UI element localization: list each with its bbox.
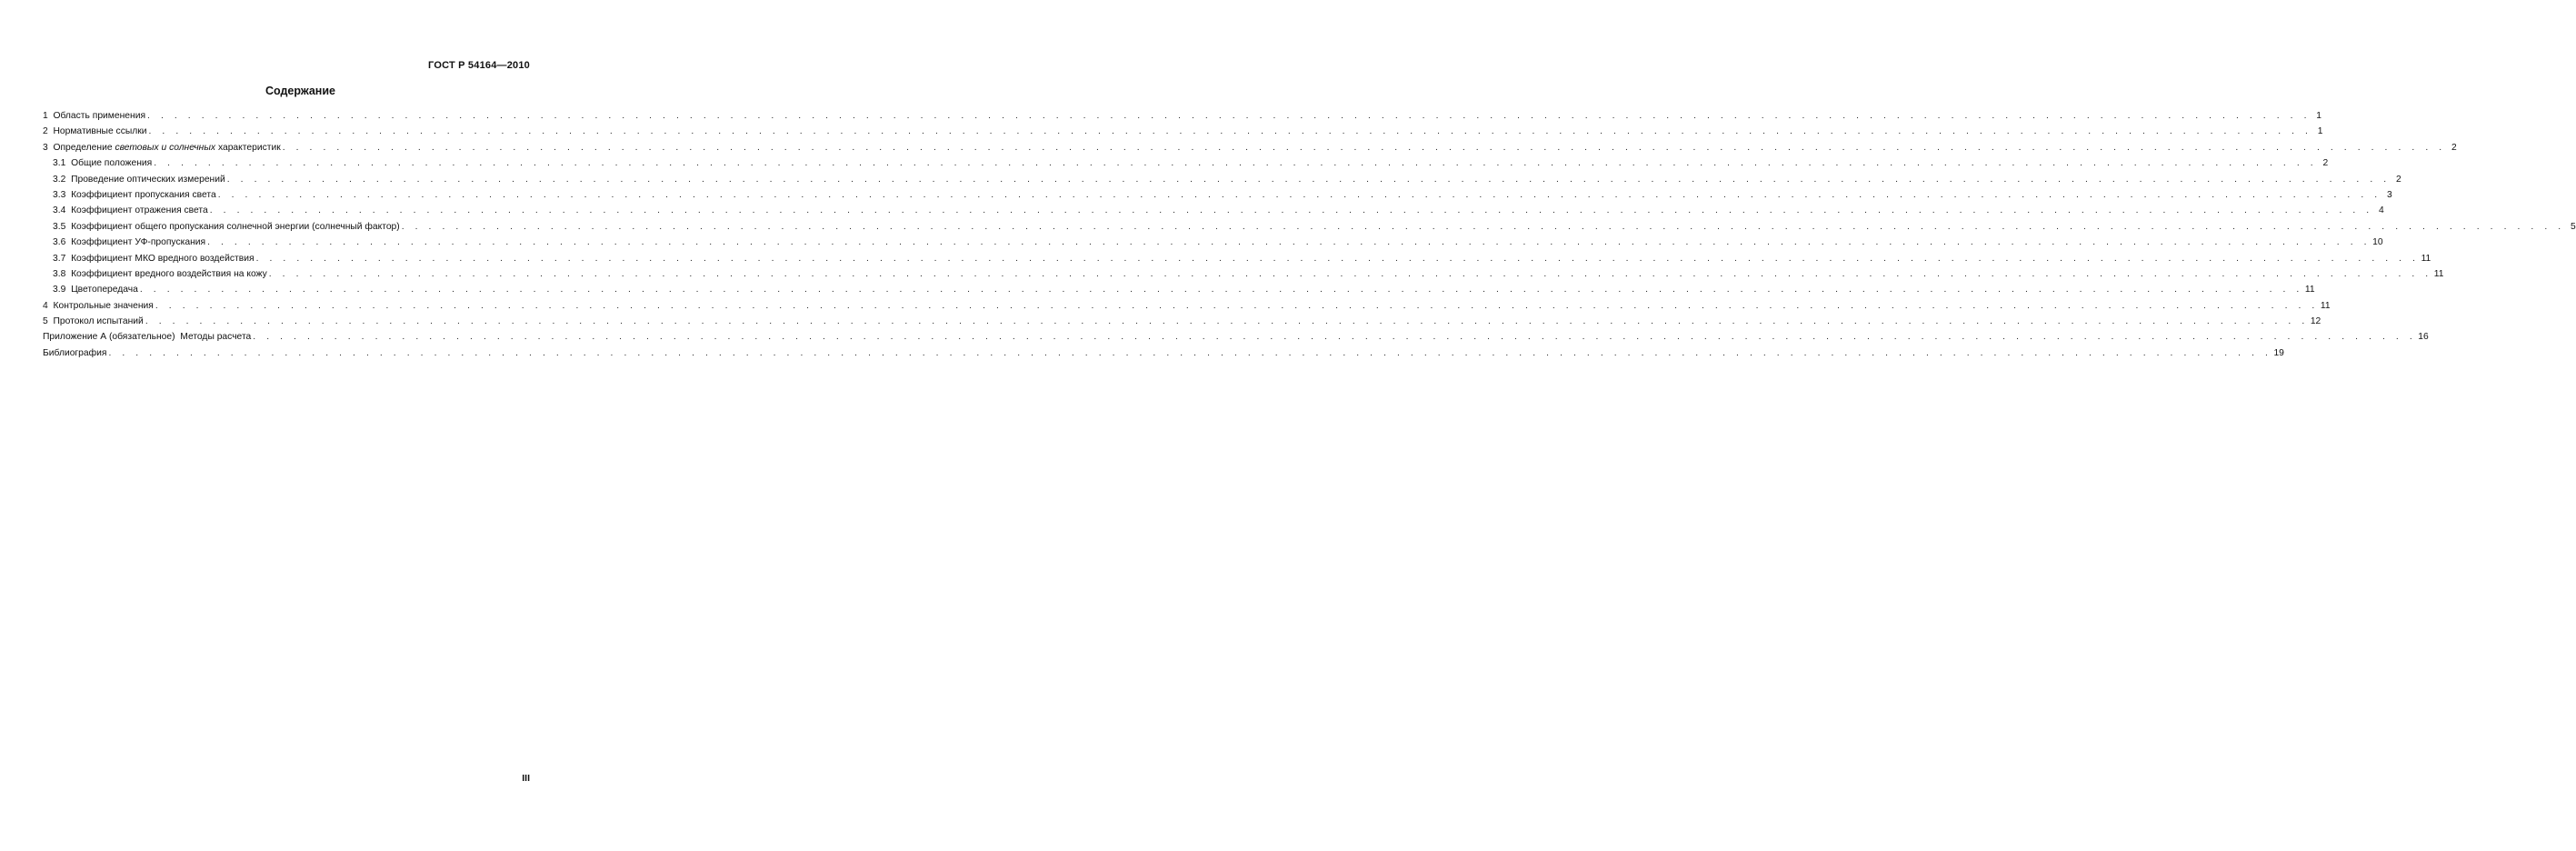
toc-entry-number: 3.4 bbox=[53, 205, 66, 216]
toc-entry-label: Приложение А (обязательное) Методы расчета bbox=[43, 332, 252, 343]
toc-entry[interactable] bbox=[43, 251, 2431, 266]
toc-entry[interactable] bbox=[43, 329, 2429, 345]
toc-entry[interactable] bbox=[43, 203, 2384, 218]
toc-dot-leader: . . . . . . . . . . . . . . . . . . . . . . . . . . . . . . . . . . . . . . . . . . . . . . . . . . . . . . . . . . . . . . . . . . . . . . . . . . . . . . . . . . . . . . . . . . . . . . . . . . . . . . . . . . . . . . . . . . . . . . . . . . . . . . . . . . . . . . . . . . . . . . . . . . . . . . . . . . . . . . . . bbox=[253, 332, 2417, 343]
toc-entry-label: Цветопередача bbox=[71, 285, 138, 295]
toc-entry[interactable] bbox=[43, 266, 2444, 282]
toc-entry-number: 5 bbox=[43, 316, 48, 327]
toc-entry-page: 2 bbox=[2396, 174, 2401, 185]
toc-dot-leader: . . . . . . . . . . . . . . . . . . . . . . . . . . . . . . . . . . . . . . . . . . . . . . . . . . . . . . . . . . . . . . . . . . . . . . . . . . . . . . . . . . . . . . . . . . . . . . . . . . . . . . . . . . . . . . . . . . . . . . . . . . . . . . . . . . . . . . . . . . . . . . . . . . . . . . . . . . . . . . . . bbox=[209, 205, 2373, 216]
toc-dot-leader: . . . . . . . . . . . . . . . . . . . . . . . . . . . . . . . . . . . . . . . . . . . . . . . . . . . . . . . . . . . . . . . . . . . . . . . . . . . . . . . . . . . . . . . . . . . . . . . . . . . . . . . . . . . . . . . . . . . . . . . . . . . . . . . . . . . . . . . . . . . . . . . . . . . . . . . . . . . . . . . . bbox=[139, 285, 2303, 295]
toc-entry-label: Проведение оптических измерений bbox=[71, 174, 225, 185]
toc-entry-number: 1 bbox=[43, 111, 48, 121]
toc-dot-leader: . . . . . . . . . . . . . . . . . . . . . . . . . . . . . . . . . . . . . . . . . . . . . . . . . . . . . . . . . . . . . . . . . . . . . . . . . . . . . . . . . . . . . . . . . . . . . . . . . . . . . . . . . . . . . . . . . . . . . . . . . . . . . . . . . . . . . . . . . . . . . . . . . . . . . . . . . . . . . . . . bbox=[255, 253, 2420, 264]
toc-entry-label: Определение световых и солнечных характеристик bbox=[53, 142, 281, 153]
toc-entry-page: 10 bbox=[2372, 237, 2383, 248]
toc-dot-leader: . . . . . . . . . . . . . . . . . . . . . . . . . . . . . . . . . . . . . . . . . . . . . . . . . . . . . . . . . . . . . . . . . . . . . . . . . . . . . . . . . . . . . . . . . . . . . . . . . . . . . . . . . . . . . . . . . . . . . . . . . . . . . . . . . . . . . . . . . . . . . . . . . . . . . . . . . . . . . . . . bbox=[207, 237, 2371, 248]
toc-entry-label: Контрольные значения bbox=[53, 300, 154, 311]
toc-entry[interactable] bbox=[43, 219, 2576, 235]
toc-entry-page: 2 bbox=[2322, 158, 2329, 169]
toc-entry-page: 1 bbox=[2317, 126, 2323, 137]
toc-entry-label: Протокол испытаний bbox=[53, 316, 144, 327]
toc-entry-page: 11 bbox=[2304, 285, 2315, 295]
toc-entry-page: 4 bbox=[2379, 205, 2384, 216]
toc-entry-page: 11 bbox=[2421, 253, 2431, 264]
toc-entry-label: Коэффициент пропускания света bbox=[71, 189, 216, 200]
toc-entry-number: 3.5 bbox=[53, 221, 66, 232]
toc-dot-leader: . . . . . . . . . . . . . . . . . . . . . . . . . . . . . . . . . . . . . . . . . . . . . . . . . . . . . . . . . . . . . . . . . . . . . . . . . . . . . . . . . . . . . . . . . . . . . . . . . . . . . . . . . . . . . . . . . . . . . . . . . . . . . . . . . . . . . . . . . . . . . . . . . . . . . . . . . . . . . . . . bbox=[268, 268, 2432, 279]
toc-entry-label: Коэффициент отражения света bbox=[71, 205, 208, 216]
toc-entry-page: 16 bbox=[2418, 332, 2429, 343]
toc-entry-label: Коэффициент УФ-пропускания bbox=[71, 237, 206, 248]
toc-entry-number: 3.1 bbox=[53, 158, 66, 169]
standard-designation: ГОСТ Р 54164—2010 bbox=[428, 60, 530, 71]
toc-entry-label: Общие положения bbox=[71, 158, 153, 169]
toc-entry[interactable] bbox=[43, 298, 2331, 314]
toc-entry-page: 2 bbox=[2451, 142, 2457, 153]
toc-dot-leader: . . . . . . . . . . . . . . . . . . . . . . . . . . . . . . . . . . . . . . . . . . . . . . . . . . . . . . . . . . . . . . . . . . . . . . . . . . . . . . . . . . . . . . . . . . . . . . . . . . . . . . . . . . . . . . . . . . . . . . . . . . . . . . . . . . . . . . . . . . . . . . . . . . . . . . . . . . . . . . . . bbox=[401, 221, 2565, 232]
toc-entry[interactable] bbox=[43, 314, 2321, 329]
toc-entry-page: 5 bbox=[2570, 221, 2576, 232]
toc-dot-leader: . . . . . . . . . . . . . . . . . . . . . . . . . . . . . . . . . . . . . . . . . . . . . . . . . . . . . . . . . . . . . . . . . . . . . . . . . . . . . . . . . . . . . . . . . . . . . . . . . . . . . . . . . . . . . . . . . . . . . . . . . . . . . . . . . . . . . . . . . . . . . . . . . . . . . . . . . . . . . . . . bbox=[154, 158, 2318, 169]
toc-entry-number: 3.6 bbox=[53, 237, 66, 248]
toc-entry-label: Коэффициент общего пропускания солнечной энергии (солнечный фактор) bbox=[71, 221, 400, 232]
toc-dot-leader: . . . . . . . . . . . . . . . . . . . . . . . . . . . . . . . . . . . . . . . . . . . . . . . . . . . . . . . . . . . . . . . . . . . . . . . . . . . . . . . . . . . . . . . . . . . . . . . . . . . . . . . . . . . . . . . . . . . . . . . . . . . . . . . . . . . . . . . . . . . . . . . . . . . . . . . . . . . . . . . . bbox=[226, 174, 2391, 185]
toc-entry[interactable] bbox=[43, 124, 2323, 139]
toc-dot-leader: . . . . . . . . . . . . . . . . . . . . . . . . . . . . . . . . . . . . . . . . . . . . . . . . . . . . . . . . . . . . . . . . . . . . . . . . . . . . . . . . . . . . . . . . . . . . . . . . . . . . . . . . . . . . . . . . . . . . . . . . . . . . . . . . . . . . . . . . . . . . . . . . . . . . . . . . . . . . . . . . bbox=[217, 189, 2381, 200]
page-title: Содержание bbox=[265, 85, 335, 97]
toc-dot-leader: . . . . . . . . . . . . . . . . . . . . . . . . . . . . . . . . . . . . . . . . . . . . . . . . . . . . . . . . . . . . . . . . . . . . . . . . . . . . . . . . . . . . . . . . . . . . . . . . . . . . . . . . . . . . . . . . . . . . . . . . . . . . . . . . . . . . . . . . . . . . . . . . . . . . . . . . . . . . . . . . bbox=[108, 347, 2272, 358]
toc-entry[interactable] bbox=[43, 140, 2457, 155]
toc-entry[interactable] bbox=[43, 187, 2392, 203]
toc-entry-number: 2 bbox=[43, 126, 48, 137]
toc-entry-label: Нормативные ссылки bbox=[53, 126, 147, 137]
toc-entry-number: 3.3 bbox=[53, 189, 66, 200]
toc-entry-number: 3.2 bbox=[53, 174, 66, 185]
toc-entry-page: 11 bbox=[2433, 268, 2444, 279]
toc-entry-number: 4 bbox=[43, 300, 48, 311]
toc-entry-page: 12 bbox=[2310, 316, 2321, 327]
toc-entry[interactable] bbox=[43, 172, 2401, 187]
toc-dot-leader: . . . . . . . . . . . . . . . . . . . . . . . . . . . . . . . . . . . . . . . . . . . . . . . . . . . . . . . . . . . . . . . . . . . . . . . . . . . . . . . . . . . . . . . . . . . . . . . . . . . . . . . . . . . . . . . . . . . . . . . . . . . . . . . . . . . . . . . . . . . . . . . . . . . . . . . . . . . . . . . . bbox=[147, 111, 2311, 121]
toc-dot-leader: . . . . . . . . . . . . . . . . . . . . . . . . . . . . . . . . . . . . . . . . . . . . . . . . . . . . . . . . . . . . . . . . . . . . . . . . . . . . . . . . . . . . . . . . . . . . . . . . . . . . . . . . . . . . . . . . . . . . . . . . . . . . . . . . . . . . . . . . . . . . . . . . . . . . . . . . . . . . . . . . bbox=[148, 126, 2312, 137]
page-number: III bbox=[522, 773, 530, 784]
toc-entry[interactable] bbox=[43, 235, 2383, 250]
toc-entry[interactable] bbox=[43, 345, 2284, 361]
toc-entry-page: 19 bbox=[2273, 347, 2284, 358]
toc-entry-label: Область применения bbox=[53, 111, 146, 121]
toc-entry-page: 11 bbox=[2320, 300, 2331, 311]
toc-entry[interactable] bbox=[43, 155, 2329, 171]
toc-entry-number: 3.8 bbox=[53, 268, 66, 279]
table-of-contents bbox=[43, 108, 2576, 361]
toc-entry-page: 3 bbox=[2386, 189, 2392, 200]
toc-dot-leader: . . . . . . . . . . . . . . . . . . . . . . . . . . . . . . . . . . . . . . . . . . . . . . . . . . . . . . . . . . . . . . . . . . . . . . . . . . . . . . . . . . . . . . . . . . . . . . . . . . . . . . . . . . . . . . . . . . . . . . . . . . . . . . . . . . . . . . . . . . . . . . . . . . . . . . . . . . . . . . . . bbox=[282, 142, 2446, 153]
toc-entry-label: Коэффициент МКО вредного воздействия bbox=[71, 253, 255, 264]
toc-entry-number: 3 bbox=[43, 142, 48, 153]
toc-entry-number: 3.7 bbox=[53, 253, 66, 264]
toc-dot-leader: . . . . . . . . . . . . . . . . . . . . . . . . . . . . . . . . . . . . . . . . . . . . . . . . . . . . . . . . . . . . . . . . . . . . . . . . . . . . . . . . . . . . . . . . . . . . . . . . . . . . . . . . . . . . . . . . . . . . . . . . . . . . . . . . . . . . . . . . . . . . . . . . . . . . . . . . . . . . . . . . bbox=[155, 300, 2319, 311]
toc-entry-page: 1 bbox=[2316, 111, 2322, 121]
toc-entry-label: Коэффициент вредного воздействия на кожу bbox=[71, 268, 267, 279]
toc-entry[interactable] bbox=[43, 282, 2315, 297]
toc-entry-number: 3.9 bbox=[53, 285, 66, 295]
toc-entry-label: Библиография bbox=[43, 347, 107, 358]
toc-dot-leader: . . . . . . . . . . . . . . . . . . . . . . . . . . . . . . . . . . . . . . . . . . . . . . . . . . . . . . . . . . . . . . . . . . . . . . . . . . . . . . . . . . . . . . . . . . . . . . . . . . . . . . . . . . . . . . . . . . . . . . . . . . . . . . . . . . . . . . . . . . . . . . . . . . . . . . . . . . . . . . . . bbox=[145, 316, 2309, 327]
toc-entry[interactable] bbox=[43, 108, 2322, 124]
